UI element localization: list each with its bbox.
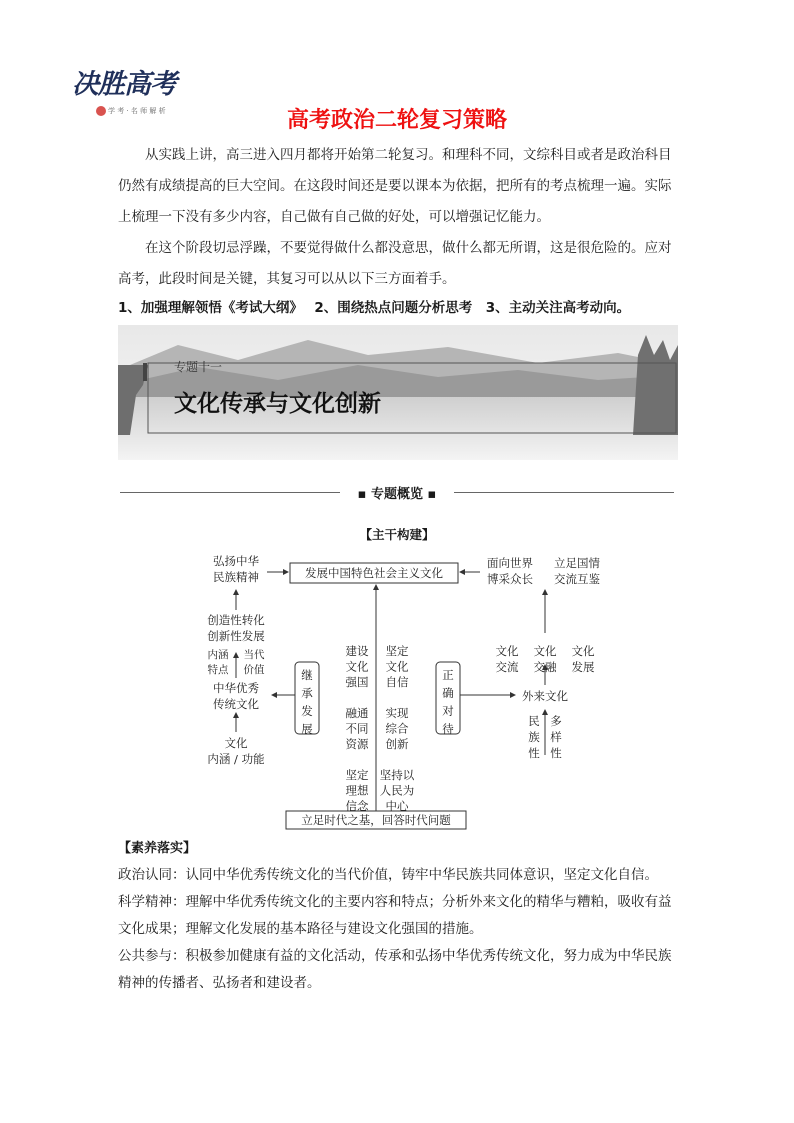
right-bottom-a1: 民: [528, 714, 540, 728]
mid-col2-line-6: 创新: [385, 737, 409, 751]
mid-col1-line-4: 融通: [345, 706, 369, 720]
right-top1-2: 博采众长: [487, 572, 533, 586]
zhengque-char-0: 正: [442, 668, 454, 682]
left-b-1: 当代: [243, 649, 265, 661]
right-bottom-a2: 族: [528, 730, 540, 744]
right-top2-2: 交流互鉴: [554, 572, 600, 586]
left-b-2: 价值: [243, 664, 265, 676]
logo-subtitle: 学 考 · 名 师 解 析: [108, 107, 166, 115]
review-points: 1、加强理解领悟《考试大纲》 2、围绕热点问题分析思考 3、主动关注高考动向。: [118, 300, 631, 316]
zhengque-char-3: 待: [442, 722, 454, 736]
mid-col1-line-6: 资源: [345, 737, 369, 751]
right-mid-2a: 文化: [533, 644, 557, 658]
mid-col1-line-0: 建设: [345, 644, 369, 658]
right-mid-2b: 交融: [533, 660, 557, 674]
overview-label: ▪ 专题概览 ▪: [347, 483, 447, 502]
intro-paragraph-2: 在这个阶段切忌浮躁，不要觉得做什么都没意思，做什么都无所谓，这是很危险的。应对高考，此段时间是关键，其复习可以从以下三方面着手。: [118, 240, 672, 287]
intro-paragraph-1: 从实践上讲，高三进入四月都将开始第二轮复习。和理科不同，文综科目或者是政治科目仍然有成绩提高的巨大空间。在这段时间还是要以课本为依据，把所有的考点梳理一遍。实际上梳理一下没有多少内容，自己做有自己做的好处，可以增强记忆能力。: [118, 147, 672, 225]
mid-col2-line-8: 坚持以: [379, 768, 415, 782]
mid-col2-line-0: 坚定: [385, 644, 409, 658]
page-title: 高考政治二轮复习策略: [286, 107, 507, 133]
right-mid-1a: 文化: [495, 644, 519, 658]
right-bottom-b3: 性: [550, 746, 562, 760]
zhengque-char-1: 确: [442, 686, 454, 700]
jicheng-char-2: 发: [301, 704, 313, 718]
divider-right: [454, 492, 674, 493]
left-d-2: 内涵 / 功能: [207, 752, 265, 766]
right-top2-1: 立足国情: [554, 556, 600, 570]
right-bottom-b2: 样: [550, 730, 562, 744]
mid-col2-line-2: 自信: [385, 675, 409, 689]
overview-text: 专题概览: [370, 487, 423, 502]
literacy-item-1: 政治认同：认同中华优秀传统文化的当代价值，铸牢中华民族共同体意识，坚定文化自信。: [118, 867, 658, 883]
literacy-heading: 【素养落实】: [118, 841, 197, 856]
left-mid-2: 创新性发展: [207, 629, 265, 643]
left-top-2: 民族精神: [213, 570, 259, 584]
left-c-1: 中华优秀: [213, 681, 259, 695]
zhengque-char-2: 对: [442, 704, 454, 718]
mid-col2-line-4: 实现: [385, 706, 409, 720]
bottom-text: 立足时代之基，回答时代问题: [301, 813, 451, 827]
concept-map: [190, 545, 630, 835]
left-mid-1: 创造性转化: [207, 613, 265, 627]
right-bottom-b1: 多: [550, 714, 562, 728]
literacy-item-3: 公共参与：积极参加健康有益的文化活动，传承和弘扬中华优秀传统文化，努力成为中华民族精神的传播者、弘扬者和建设者。: [118, 948, 672, 991]
jicheng-char-0: 继: [301, 668, 313, 682]
topic-tag: 专题十一: [174, 360, 223, 374]
mid-col2-line-9: 人民为: [379, 783, 415, 798]
right-bottom-a3: 性: [528, 746, 540, 760]
right-mid-3b: 发展: [571, 660, 595, 674]
divider-left: [120, 492, 340, 493]
diagram-label: 【主干构建】: [359, 527, 435, 542]
mid-col2-line-1: 文化: [385, 659, 409, 674]
literacy-item-2: 科学精神：理解中华优秀传统文化的主要内容和特点；分析外来文化的精华与糟粕，吸收有益文化成果；理解文化发展的基本路径与建设文化强国的措施。: [118, 894, 672, 937]
left-a-2: 特点: [207, 664, 229, 676]
right-mid-1b: 交流: [495, 660, 519, 674]
left-c-2: 传统文化: [213, 697, 259, 711]
mid-col2-line-10: 中心: [385, 799, 409, 813]
mid-col1-line-8: 坚定: [345, 768, 369, 782]
right-mid-3a: 文化: [571, 644, 595, 658]
left-top-1: 弘扬中华: [213, 554, 259, 568]
right-top1-1: 面向世界: [487, 556, 533, 570]
mid-col1-line-2: 强国: [345, 675, 369, 689]
mid-col2-line-5: 综合: [385, 721, 409, 736]
topic-heading: 文化传承与文化创新: [174, 391, 381, 417]
right-foreign: 外来文化: [522, 689, 568, 703]
logo-text: 决胜高考: [72, 69, 176, 100]
mid-col1-line-5: 不同: [345, 721, 369, 736]
jicheng-char-1: 承: [301, 686, 313, 700]
jicheng-char-3: 展: [301, 722, 313, 736]
mid-col1-line-10: 信念: [345, 799, 369, 813]
mid-col1-line-9: 理想: [345, 783, 369, 798]
mid-col1-line-1: 文化: [345, 659, 369, 674]
left-a-1: 内涵: [207, 649, 229, 661]
left-d-1: 文化: [224, 736, 248, 750]
topic-banner: [118, 325, 678, 460]
center-text: 发展中国特色社会主义文化: [305, 566, 443, 580]
